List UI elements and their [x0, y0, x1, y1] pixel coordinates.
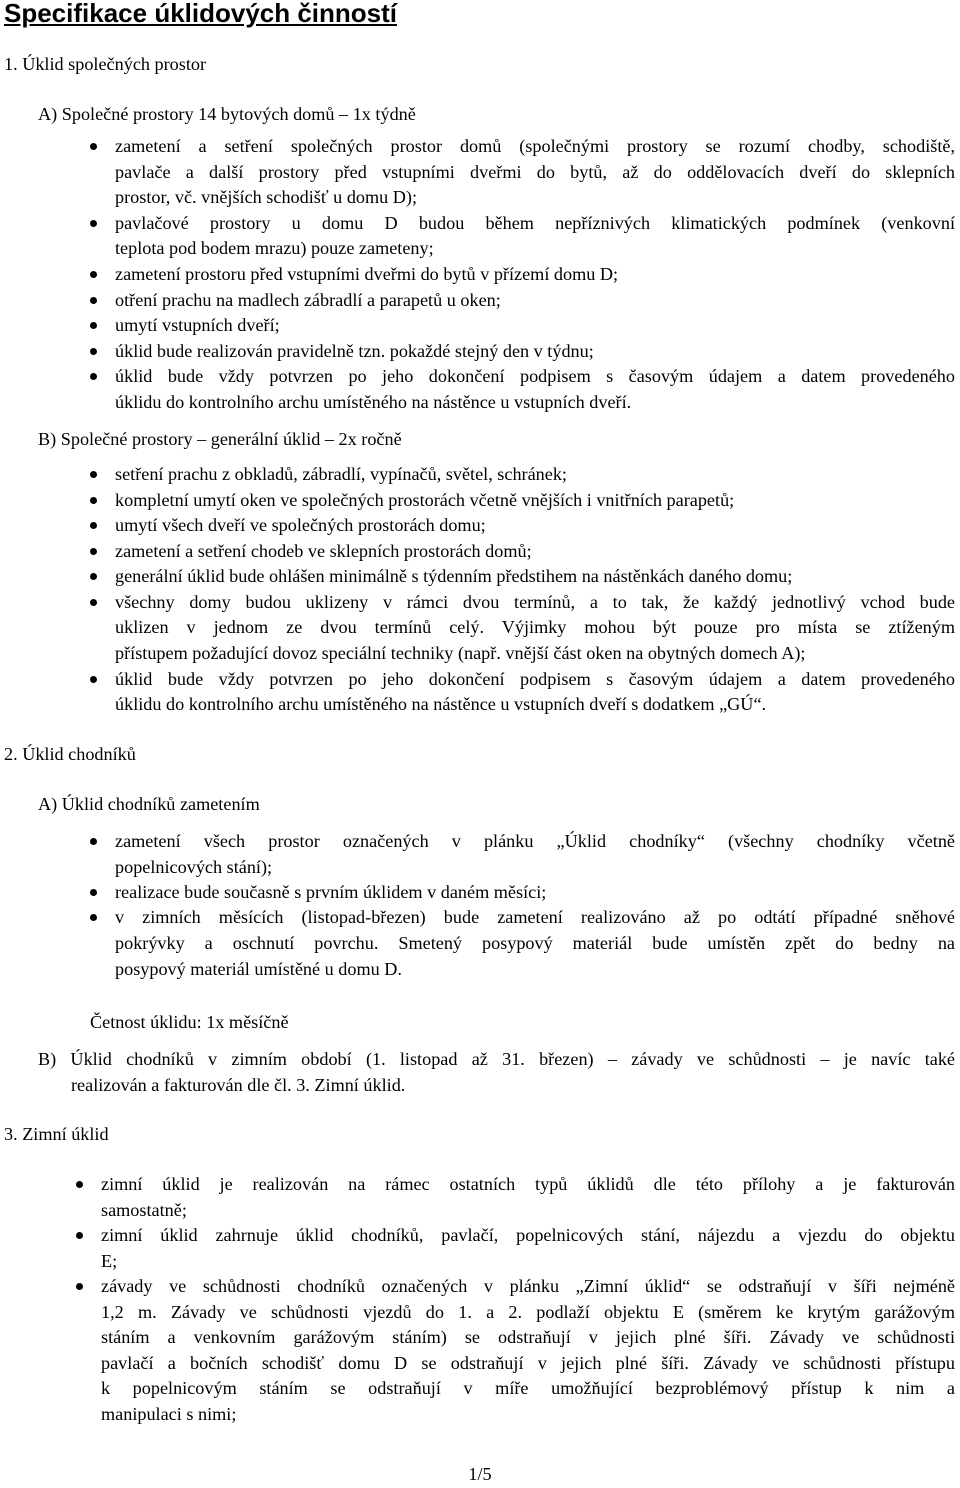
- page-number: 1/5: [468, 1464, 492, 1484]
- list-item-line: úklidu do kontrolního archu umístěného na nástěnce u vstupních dveří s dodatkem „GÚ“.: [115, 694, 767, 714]
- list-item-line: v zimních měsících (listopad-březen) bude zametení realizováno až po odtátí případné sněhové: [115, 907, 955, 927]
- bullet-icon: [90, 471, 97, 478]
- bullet-icon: [90, 220, 97, 227]
- list-item-line: generální úklid bude ohlášen minimálně s týdenním předstihem na nástěnkách daného domu;: [115, 566, 793, 586]
- list-item-line: popelnicových stání);: [115, 857, 273, 877]
- section-2b-line: B) Úklid chodníků v zimním období (1. listopad až 31. březen) – závady ve schůdnosti – je navíc také: [38, 1049, 955, 1069]
- bullet-icon: [90, 914, 97, 921]
- list-item-line: zametení prostoru před vstupními dveřmi do bytů v přízemí domu D;: [115, 264, 619, 284]
- list-item-line: zametení a setření společných prostor domů (společnými prostory se rozumí chodby, schodiště,: [115, 136, 955, 156]
- list-item-line: umytí vstupních dveří;: [115, 315, 280, 335]
- list-item-line: uklizen v jednom ze dvou termínů celý. Výjimky mohou být pouze pro místa se ztíženým: [115, 617, 955, 637]
- list-item-line: umytí všech dveří ve společných prostorách domu;: [115, 515, 486, 535]
- bullet-icon: [90, 889, 97, 896]
- list-item-line: setření prachu z obkladů, zábradlí, vypínačů, světel, schránek;: [115, 464, 567, 484]
- list-item-line: otření prachu na madlech zábradlí a parapetů u oken;: [115, 290, 501, 310]
- bullet-icon: [90, 599, 97, 606]
- section-3-heading: 3. Zimní úklid: [4, 1124, 109, 1144]
- bullet-icon: [90, 548, 97, 555]
- section-1-heading: 1. Úklid společných prostor: [4, 54, 207, 74]
- list-item-line: realizace bude současně s prvním úklidem v daném měsíci;: [115, 882, 547, 902]
- bullet-icon: [90, 348, 97, 355]
- section-2-heading: 2. Úklid chodníků: [4, 744, 136, 764]
- bullet-icon: [90, 143, 97, 150]
- bullet-icon: [90, 522, 97, 529]
- list-item-line: pavlačí a bočních schodišť domu D se odstraňují v jejich plné šíři. Závady ve schůdnosti přístupu: [101, 1353, 955, 1373]
- list-item-line: posypový materiál umístěné u domu D.: [115, 959, 402, 979]
- bullet-icon: [90, 573, 97, 580]
- list-item-line: úklid bude vždy potvrzen po jeho dokončení podpisem s časovým údajem a datem provedeného: [115, 669, 955, 689]
- bullet-icon: [76, 1232, 83, 1239]
- section-1a-heading: A) Společné prostory 14 bytových domů – 1x týdně: [38, 104, 416, 124]
- list-item-line: kompletní umytí oken ve společných prostorách včetně vnějších i vnitřních parapetů;: [115, 490, 735, 510]
- bullet-icon: [90, 322, 97, 329]
- list-item-line: k popelnicovým stáním se odstraňují v míře umožňující bezproblémový přístup k nim a: [101, 1378, 955, 1398]
- list-item-line: úklidu do kontrolního archu umístěného na nástěnce u vstupních dveří.: [115, 392, 632, 412]
- list-item-line: závady ve schůdnosti chodníků označených v plánku „Zimní úklid“ se odstraňují v šíři nejméně: [101, 1276, 955, 1296]
- section-1b-heading: B) Společné prostory – generální úklid – 2x ročně: [38, 429, 402, 449]
- bullet-icon: [76, 1181, 83, 1188]
- list-item-line: zimní úklid je realizován na rámec ostatních typů úklidů dle této přílohy a je fakturován: [101, 1174, 955, 1194]
- list-item-line: úklid bude realizován pravidelně tzn. pokaždé stejný den v týdnu;: [115, 341, 594, 361]
- bullet-icon: [90, 676, 97, 683]
- bullet-icon: [90, 838, 97, 845]
- list-item-line: manipulaci s nimi;: [101, 1404, 237, 1424]
- list-item-line: zametení a setření chodeb ve sklepních prostorách domů;: [115, 541, 532, 561]
- list-item-line: 1,2 m. Závady ve schůdnosti vjezdů do 1. a 2. podlaží objektu E (směrem ke krytým garážovým: [101, 1302, 955, 1322]
- bullet-icon: [90, 297, 97, 304]
- list-item-line: teplota pod bodem mrazu) pouze zameteny;: [115, 238, 434, 258]
- list-item-line: pavlače a další prostory před vstupními dveřmi do bytů, až do oddělovacích dveří do sklepních: [115, 162, 955, 182]
- list-item-line: samostatně;: [101, 1200, 187, 1220]
- list-item-line: prostor, vč. vnějších schodišť u domu D);: [115, 187, 418, 207]
- section-2a-heading: A) Úklid chodníků zametením: [38, 794, 260, 814]
- list-item-line: úklid bude vždy potvrzen po jeho dokončení podpisem s časovým údajem a datem provedeného: [115, 366, 955, 386]
- list-item-line: všechny domy budou uklizeny v rámci dvou termínů, a to tak, že každý jednotlivý vchod bude: [115, 592, 955, 612]
- list-item-line: pavlačové prostory u domu D budou během nepříznivých klimatických podmínek (venkovní: [115, 213, 955, 233]
- bullet-icon: [76, 1283, 83, 1290]
- list-item-line: přístupem požadující dovoz speciální techniky (např. vnější část oken na obytných domech A);: [115, 643, 806, 663]
- page-title: Specifikace úklidových činností: [4, 0, 398, 28]
- section-2b-line: realizován a fakturován dle čl. 3. Zimní úklid.: [71, 1075, 406, 1095]
- list-item-line: zametení všech prostor označených v plánku „Úklid chodníky“ (všechny chodníky včetně: [115, 831, 955, 851]
- list-item-line: stáním a venkovním garážovým stáním) se odstraňují v jejich plné šíři. Závady ve schůdnosti: [101, 1327, 955, 1347]
- bullet-icon: [90, 373, 97, 380]
- bullet-icon: [90, 497, 97, 504]
- cleaning-frequency: Četnost úklidu: 1x měsíčně: [90, 1012, 289, 1032]
- list-item-line: E;: [101, 1251, 118, 1271]
- bullet-icon: [90, 271, 97, 278]
- list-item-line: pokrývky a oschnutí povrchu. Smetený posypový materiál bude umístěn zpět do bedny na: [115, 933, 955, 953]
- list-item-line: zimní úklid zahrnuje úklid chodníků, pavlačí, popelnicových stání, nájezdu a vjezdu do objektu: [101, 1225, 955, 1245]
